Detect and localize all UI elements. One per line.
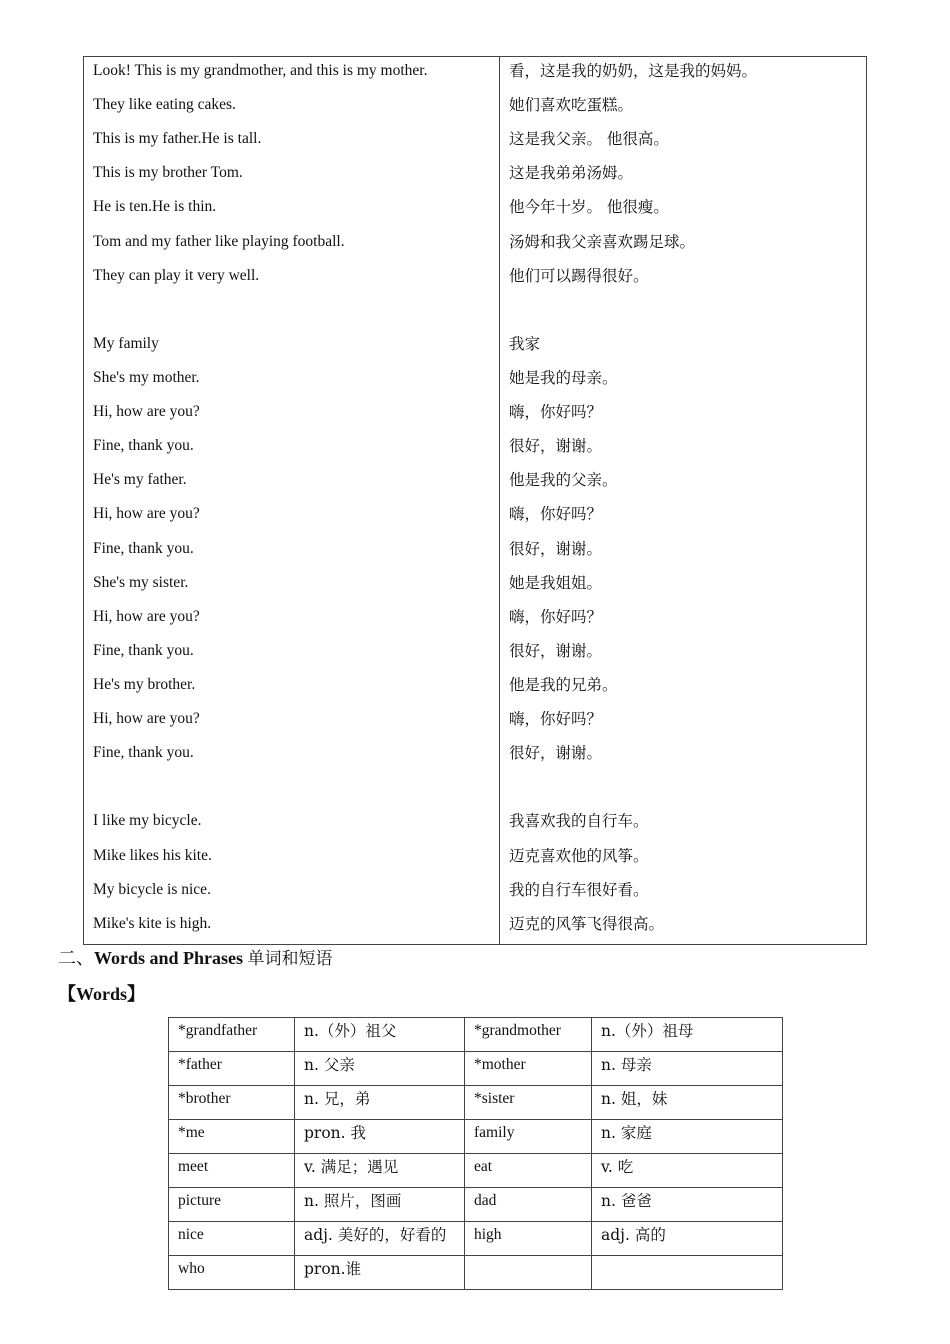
words-row — [169, 1222, 783, 1256]
section-heading — [58, 944, 333, 972]
word-cell: *grandmother — [465, 1018, 592, 1052]
words-heading: 【Words】 — [58, 984, 146, 1004]
words-row — [169, 1256, 783, 1290]
dialog-line-zh: 嗨，你好吗？ — [509, 403, 603, 422]
words-row — [169, 1188, 783, 1222]
dialog-line-en: She's my mother. — [93, 368, 200, 386]
dialog-line-zh: 这是我父亲。 他很高。 — [509, 130, 669, 149]
dialog-line-en: Hi, how are you? — [93, 505, 200, 523]
dialog-line-en — [93, 298, 493, 332]
chinese-column — [509, 59, 859, 946]
dialog-line-zh — [509, 298, 859, 332]
words-row — [169, 1120, 783, 1154]
dialog-line-zh: 很好，谢谢。 — [509, 641, 603, 660]
meaning-cell: n. 母亲 — [592, 1052, 783, 1086]
meaning-cell: n. 照片，图画 — [295, 1188, 465, 1222]
dialog-line-en: He's my father. — [93, 471, 187, 489]
dialog-line-en: Fine, thank you. — [93, 641, 194, 659]
dialog-line-en: This is my father.He is tall. — [93, 130, 262, 148]
word-cell: *mother — [465, 1052, 592, 1086]
dialog-line-zh — [509, 775, 859, 809]
word-cell: high — [465, 1222, 592, 1256]
dialog-line-zh: 他是我的父亲。 — [509, 471, 618, 490]
meaning-cell: n. 兄，弟 — [295, 1086, 465, 1120]
dialog-line-zh: 很好，谢谢。 — [509, 437, 603, 456]
dialog-line-en: Hi, how are you? — [93, 403, 200, 421]
word-cell: dad — [465, 1188, 592, 1222]
dialog-line-en: She's my sister. — [93, 573, 189, 591]
dialog-line-en: Hi, how are you? — [93, 710, 200, 728]
english-column — [93, 59, 493, 946]
dialog-line-zh: 她是我的母亲。 — [509, 368, 618, 387]
dialog-line-en: This is my brother Tom. — [93, 164, 243, 182]
dialog-line-en: He is ten.He is thin. — [93, 198, 217, 216]
meaning-cell: v. 满足；遇见 — [295, 1154, 465, 1188]
meaning-cell: adj. 美好的，好看的 — [295, 1222, 465, 1256]
meaning-cell: adj. 高的 — [592, 1222, 783, 1256]
dialog-line-zh: 很好，谢谢。 — [509, 539, 603, 558]
dialog-line-zh: 他今年十岁。 他很瘦。 — [509, 198, 669, 217]
dialog-line-zh: 迈克的风筝飞得很高。 — [509, 914, 665, 933]
word-cell — [465, 1256, 592, 1290]
dialog-line-en: My family — [93, 334, 159, 352]
meaning-cell — [592, 1256, 783, 1290]
words-row — [169, 1018, 783, 1052]
word-cell: who — [169, 1256, 295, 1290]
words-row — [169, 1052, 783, 1086]
meaning-cell: n.（外）祖父 — [295, 1018, 465, 1052]
column-divider — [499, 57, 500, 944]
word-cell: *me — [169, 1120, 295, 1154]
meaning-cell: pron.谁 — [295, 1256, 465, 1290]
dialog-line-zh: 嗨，你好吗？ — [509, 505, 603, 524]
dialog-line-zh: 我的自行车很好看。 — [509, 880, 649, 899]
meaning-cell: n.（外）祖母 — [592, 1018, 783, 1052]
dialog-line-zh: 他们可以踢得很好。 — [509, 266, 649, 285]
words-table — [168, 1017, 783, 1290]
dialog-line-en: Fine, thank you. — [93, 539, 194, 557]
dialog-line-en: They can play it very well. — [93, 266, 260, 284]
dialog-line-zh: 看，这是我的奶奶，这是我的妈妈。 — [509, 62, 758, 80]
meaning-cell: n. 爸爸 — [592, 1188, 783, 1222]
dialog-line-zh: 她们喜欢吃蛋糕。 — [509, 96, 634, 115]
word-cell: *sister — [465, 1086, 592, 1120]
dialog-line-zh: 迈克喜欢他的风筝。 — [509, 846, 649, 865]
dialog-line-zh: 我喜欢我的自行车。 — [509, 812, 649, 831]
word-cell: family — [465, 1120, 592, 1154]
dialog-line-en: He's my brother. — [93, 675, 196, 693]
dialog-line-zh: 很好，谢谢。 — [509, 744, 603, 763]
dialog-line-en: Fine, thank you. — [93, 437, 194, 455]
dialog-line-en: Hi, how are you? — [93, 607, 200, 625]
dialog-line-zh: 这是我弟弟汤姆。 — [509, 164, 634, 183]
dialog-line-en: Look! This is my grandmother, and this is my mother. — [93, 62, 428, 79]
dialog-line-zh: 她是我姐姐。 — [509, 573, 603, 592]
dialog-line-en: Mike's kite is high. — [93, 914, 212, 932]
meaning-cell: n. 父亲 — [295, 1052, 465, 1086]
dialog-line-zh: 嗨，你好吗？ — [509, 607, 603, 626]
word-cell: *grandfather — [169, 1018, 295, 1052]
dialog-line-en: Mike likes his kite. — [93, 846, 212, 864]
section-number: 二、 — [58, 948, 94, 968]
dialog-line-zh: 嗨，你好吗？ — [509, 710, 603, 729]
dialog-table — [83, 56, 867, 945]
dialog-line-en: Fine, thank you. — [93, 744, 194, 762]
word-cell: *brother — [169, 1086, 295, 1120]
dialog-line-en: Tom and my father like playing football. — [93, 232, 345, 250]
dialog-line-zh: 他是我的兄弟。 — [509, 675, 618, 694]
word-cell: meet — [169, 1154, 295, 1188]
meaning-cell: n. 家庭 — [592, 1120, 783, 1154]
dialog-line-en: My bicycle is nice. — [93, 880, 211, 898]
meaning-cell: v. 吃 — [592, 1154, 783, 1188]
word-cell: picture — [169, 1188, 295, 1222]
words-row — [169, 1154, 783, 1188]
dialog-line-zh: 我家 — [509, 334, 541, 353]
meaning-cell: n. 姐，妹 — [592, 1086, 783, 1120]
dialog-line-en — [93, 775, 493, 809]
dialog-line-zh: 汤姆和我父亲喜欢踢足球。 — [509, 232, 696, 251]
section-title-zh: 单词和短语 — [247, 949, 333, 969]
word-cell: eat — [465, 1154, 592, 1188]
section-title-en: Words and Phrases — [94, 948, 244, 968]
dialog-line-en: They like eating cakes. — [93, 96, 236, 114]
meaning-cell: pron. 我 — [295, 1120, 465, 1154]
word-cell: nice — [169, 1222, 295, 1256]
word-cell: *father — [169, 1052, 295, 1086]
words-row — [169, 1086, 783, 1120]
dialog-line-en: I like my bicycle. — [93, 812, 202, 830]
